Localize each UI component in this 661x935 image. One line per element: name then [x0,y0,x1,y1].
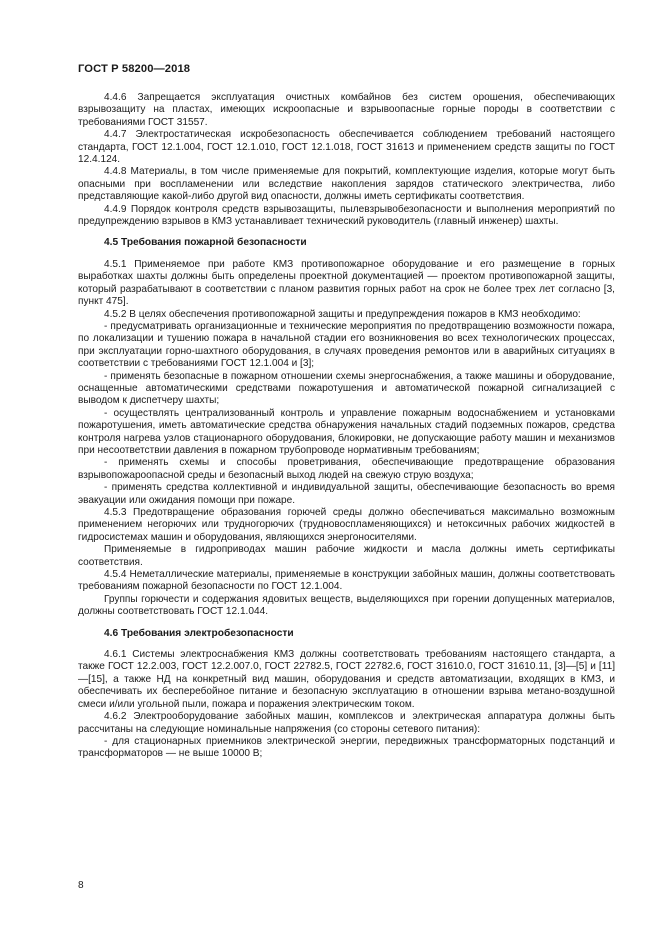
section-heading: 4.5 Требования пожарной безопасности [104,237,307,249]
list-item: - осуществлять централизованный контроль и управление пожарным водоснабжением и установками пожаротушения, иметь автоматические средства обнаружения начальных стадий подземных пожаров, средства контроля нагрева узлов стационарного оборудования, блокировки, не допускающие работу машин и механизмов при несоответствии давления в пожарном трубопроводе нормативным требованиям; [78,407,615,456]
paragraph: 4.5.3 Предотвращение образования горючей среды должно обеспечиваться максимально возможным применением негорючих или трудногорючих (трудновоспламеняющихся) и нетоксичных рабочих жидкостей в гидросистемах машин и оборудования, являющихся энергоносителями. [78,507,615,543]
paragraph: 4.6.1 Системы электроснабжения КМЗ должны соответствовать требованиям настоящего стандарта, а также ГОСТ 12.2.003, ГОСТ 12.2.007.0, ГОСТ 22782.5, ГОСТ 22782.6, ГОСТ 31610.0, ГОСТ 31610.11, [3]—[5] и [11]—[15], а также НД на конкретный вид машин, оборудования и средств автоматизации, входящих в КМЗ, и обеспечивать их бесперебойное питание и безопасную эксплуатацию в отношении взрыва метано-воздушной смеси и/или угольной пыли, пожара и поражения электрическим током. [78,649,615,710]
paragraph: Применяемые в гидроприводах машин рабочие жидкости и масла должны иметь сертификаты соответствия. [78,544,615,568]
paragraph: 4.5.1 Применяемое при работе КМЗ противопожарное оборудование и его размещение в горных выработках шахты должны быть определены проектной документацией — проектом противопожарной защиты, который разрабатывают в соответствии с планом развития горных работ на срок не более трех лет согласно [3, пункт 475]. [78,258,615,308]
document-header: ГОСТ Р 58200—2018 [78,63,191,75]
list-item: - применять средства коллективной и индивидуальной защиты, обеспечивающие безопасность во время эвакуации или ожидания помощи при пожаре. [78,482,615,506]
paragraph: 4.6.2 Электрооборудование забойных машин, комплексов и электрическая аппаратура должны быть рассчитаны на следующие номинальные напряжения (со стороны сетевого питания): [78,711,615,735]
paragraph: 4.4.9 Порядок контроля средств взрывозащиты, пылевзрывобезопасности и выполнения мероприятий по предупреждению взрывов в КМЗ устанавливает технический руководитель (главный инженер) шахты. [78,203,615,228]
paragraph: 4.4.6 Запрещается эксплуатация очистных комбайнов без систем орошения, обеспечивающих взрывозащиту на пластах, имеющих искроопасные и взрывоопасные горные породы в соответствии с требованиями ГОСТ 31557. [78,92,615,128]
paragraph: 4.5.2 В целях обеспечения противопожарной защиты и предупреждения пожаров в КМЗ необходимо: [104,308,581,320]
list-item: - применять схемы и способы проветривания, обеспечивающие предотвращение образования взрывопожароопасной среды и безопасный выход людей на свежую струю воздуха; [78,457,615,481]
paragraph: Группы горючести и содержания ядовитых веществ, выделяющихся при горении допущенных материалов, должны соответствовать ГОСТ 12.1.044. [78,593,615,618]
paragraph: 4.5.4 Неметаллические материалы, применяемые в конструкции забойных машин, должны соответствовать требованиям пожарной безопасности по ГОСТ 12.1.004. [78,569,615,593]
paragraph: 4.4.8 Материалы, в том числе применяемые для покрытий, комплектующие изделия, которые могут быть опасными при воспламенении или вследствие накопления зарядов статического электричества, либо представляющие какой-либо другой вид опасности, должны иметь сертификаты соответствия. [78,166,615,203]
section-heading: 4.6 Требования электробезопасности [104,627,294,639]
document-body [78,92,615,761]
page-number: 8 [78,880,84,891]
list-item: - применять безопасные в пожарном отношении схемы энергоснабжения, а также машины и оборудование, оснащенные автоматическими средствами пожаротушения и автоматической пожарной сигнализацией с выводом к диспетчеру шахты; [78,370,615,407]
list-item: - для стационарных приемников электрической энергии, передвижных трансформаторных подстанций и трансформаторов — не выше 10000 В; [78,735,615,760]
list-item: - предусматривать организационные и технические мероприятия по предотвращению возможности пожара, по локализации и тушению пожара в начальной стадии его возникновения во всех технологических процессах, при эксплуатации горно-шахтного оборудования, в случаях проведения ремонтов или в аварийных ситуациях в соответствии с требованиями ГОСТ 12.1.004 и [3]; [78,320,615,370]
paragraph: 4.4.7 Электростатическая искробезопасность обеспечивается соблюдением требований настоящего стандарта, ГОСТ 12.1.004, ГОСТ 12.1.010, ГОСТ 12.1.018, ГОСТ 31613 и применением средств защиты по ГОСТ 12.4.124. [78,129,615,166]
